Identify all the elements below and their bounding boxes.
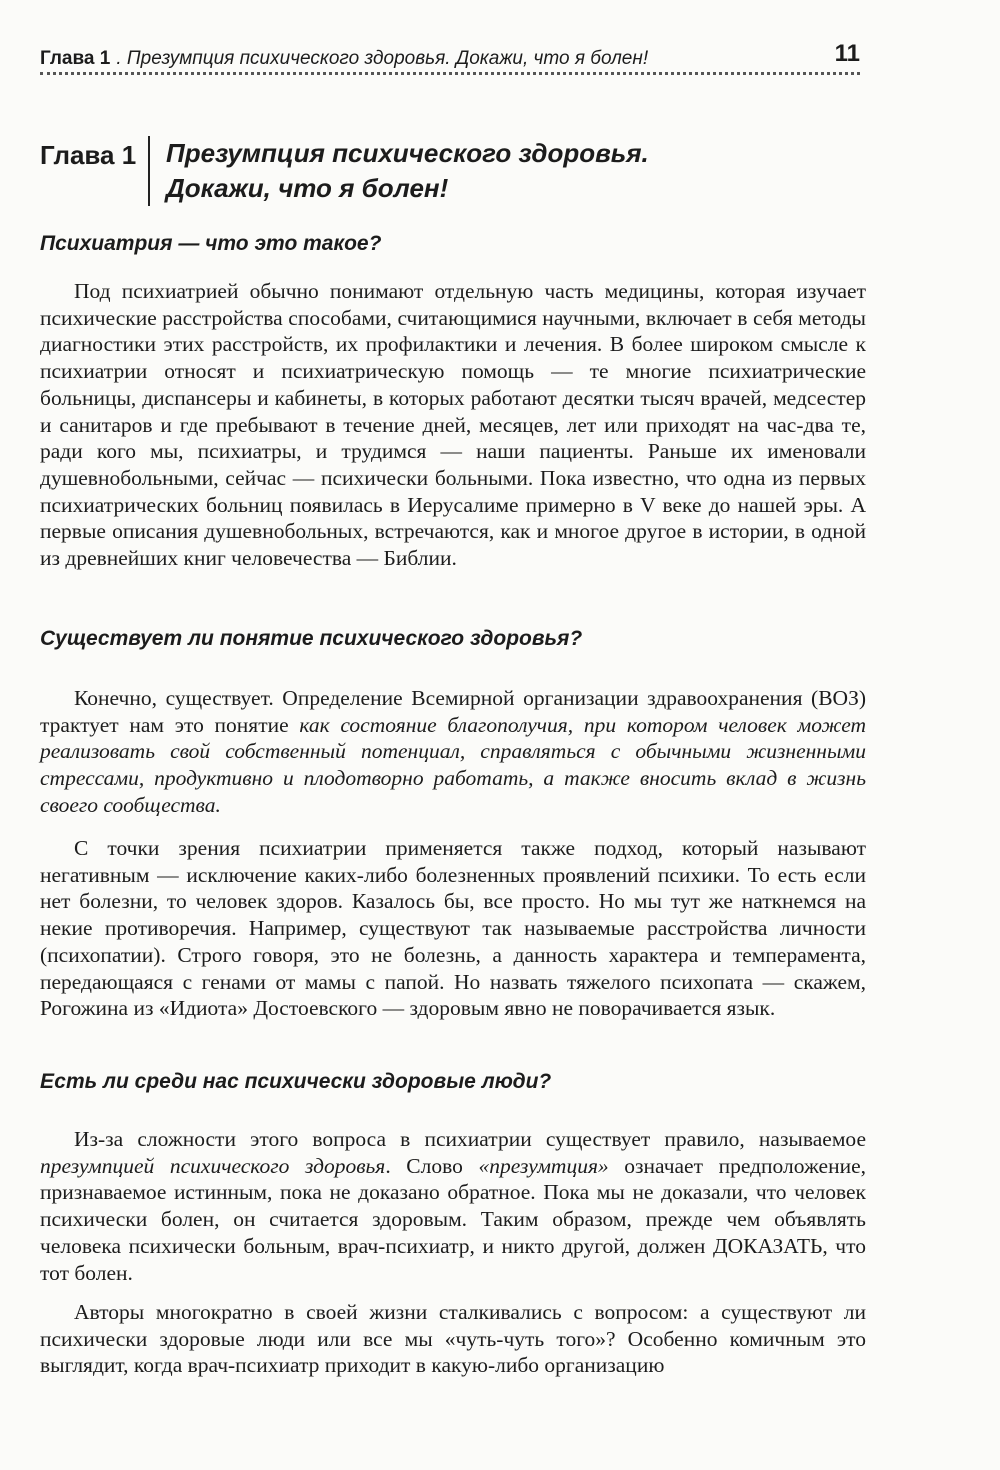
paragraph-negative-approach: С точки зрения психиатрии применяется также подход, который называют негативным — исключение каких-либо болезненных проявлений психики. То есть если нет болезни, то человек здоров. Казалось бы, все просто. Но мы тут же наткнемся на некие противоречия. Например, существуют так называемые расстройства личности (психопатии). Строго говоря, это не болезнь, а данность характера и темперамента, передающаяся с генами от мамы с папой. Но назвать тяжелого психопата — скажем, Рогожина из «Идиота» Достоевского — здоровым явно не поворачивается язык. <box>40 836 866 1021</box>
section-heading-psychiatry: Психиатрия — что это такое? <box>40 232 382 255</box>
section-heading-healthy-people: Есть ли среди нас психически здоровые люди? <box>40 1070 552 1093</box>
running-header-title: . Презумпция психического здоровья. Докажи, что я болен! <box>116 48 649 69</box>
page-number: 11 <box>834 40 860 67</box>
who-definition-quote: как состояние благополучия, при котором человек может реализовать свой собственный потенциал, справляться с обычными жизненными стрессами, продуктивно и плодотворно работать, а также вносить вклад в жизнь своего сообщества. <box>40 712 866 817</box>
paragraph-who-definition <box>40 685 866 819</box>
chapter-title <box>166 132 649 206</box>
chapter-title-line-1: Презумпция психического здоровья. <box>166 138 649 168</box>
paragraph-psychiatry: Под психиатрией обычно понимают отдельную часть медицины, которая изучает психические расстройства способами, считающимися научными, включает в себя методы диагностики этих расстройств, их профилактики и лечения. В более широком смысле к психиатрии относят и психиатрическую помощь — те многие психиатрические больницы, диспансеры и кабинеты, в которых работают десятки тысяч врачей, медсестер и санитаров и где пребывают в течение дней, месяцев, лет или приходят на час-два те, ради кого мы, психиатры, и трудимся — наши пациенты. Раньше их именовали душевнобольными, сейчас — психически больными. Пока известно, что одна из первых психиатрических больниц появилась в Иерусалиме примерно в V веке до нашей эры. А первые описания душевнобольных, встречаются, как и многое другое в истории, в одной из древнейших книг человечества — Библии. <box>40 279 866 571</box>
paragraph-authors-question: Авторы многократно в своей жизни сталкивались с вопросом: а существуют ли психически здоровые люди или все мы «чуть-чуть того»? Особенно комичным это выглядит, когда врач-психиатр приходит в какую-либо организацию <box>40 1300 866 1378</box>
who-definition-intro: Конечно, существует. Определение Всемирной организации здравоохранения (ВОЗ) трактует нам это понятие <box>40 686 866 737</box>
presumption-word: «презумтция» <box>478 1153 609 1178</box>
chapter-title-line-2: Докажи, что я болен! <box>166 173 449 203</box>
section-heading-mental-health: Существует ли понятие психического здоровья? <box>40 627 583 650</box>
chapter-label: Глава 1 <box>40 140 137 170</box>
running-header <box>40 36 860 70</box>
chapter-heading <box>40 132 860 207</box>
running-header-chapter: Глава 1 <box>40 48 111 69</box>
presumption-text-a: Из-за сложности этого вопроса в психиатрии существует правило, называемое <box>74 1127 866 1151</box>
header-dotted-rule <box>40 72 860 75</box>
paragraph-presumption <box>40 1126 866 1286</box>
presumption-text-e: означает предположение, признаваемое истинным, пока не доказано обратное. Пока мы не доказали, что человек психически болен, он считается здоровым. Таким образом, прежде чем объявлять человека психически больным, врач-психиатр, и никто другой, должен ДОКАЗАТЬ, что тот болен. <box>40 1153 866 1285</box>
presumption-text-c: . Слово <box>385 1153 479 1178</box>
chapter-divider <box>148 136 150 206</box>
presumption-term: презумпцией психического здоровья <box>40 1153 386 1178</box>
